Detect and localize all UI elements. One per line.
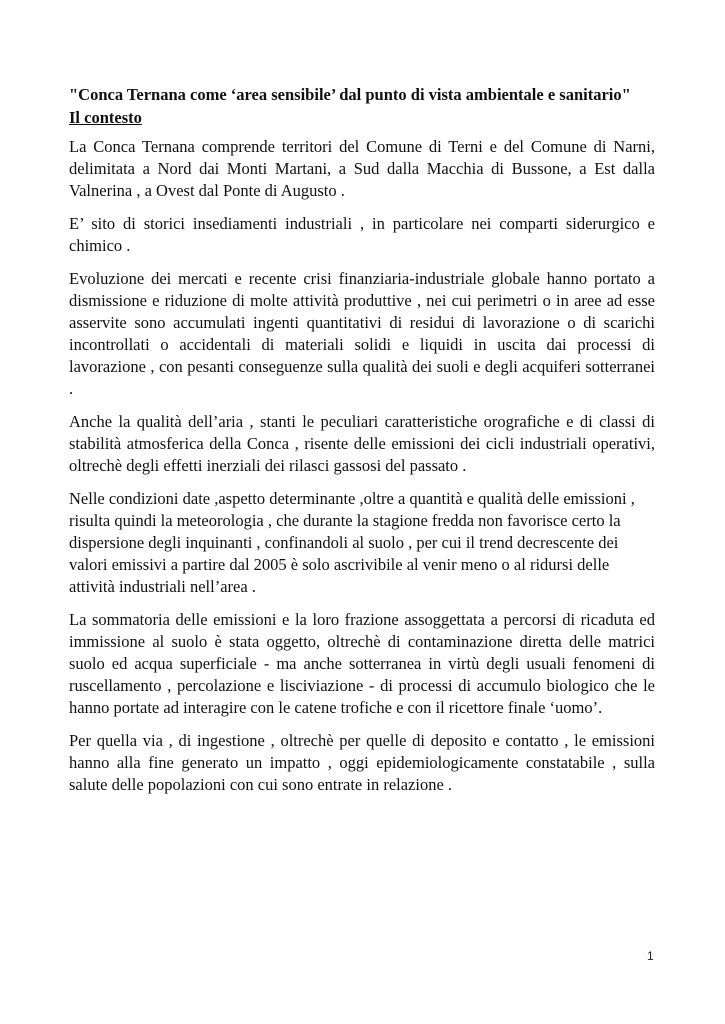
paragraph-market-evolution: Evoluzione dei mercati e recente crisi finanziaria-industriale globale hanno portato a dismissione e riduzione di molte attività produttive , nei cui perimetri o in aree ad esse asservite sono accumulati ingenti quantitativi di residui di lavorazione o di scarichi incontrollati o accidentali di materiali solidi e liquidi in uscita dai processi di lavorazione , con pesanti conseguenze sulla qualità dei suoli e degli acquiferi sotterranei . xyxy=(69,269,655,398)
paragraph-air-quality: Anche la qualità dell’aria , stanti le peculiari caratteristiche orografiche e di classi di stabilità atmosferica della Conca , risente delle emissioni dei cicli industriali operativi, oltrechè degli effetti inerziali dei rilasci gassosi del passato . xyxy=(69,412,655,475)
paragraph-emissions-sum: La sommatoria delle emissioni e la loro frazione assoggettata a percorsi di ricaduta ed immissione al suolo è stata oggetto, oltrechè di contaminazione diretta delle matrici suolo ed acqua superficiale - ma anche sotterranea in virtù degli usuali fenomeni di ruscellamento , percolazione e lisciviazione - di processi di accumulo biologico che le hanno portate ad interagire con le catene trofiche e con il ricettore finale ‘uomo’. xyxy=(69,610,655,717)
paragraph-territory: La Conca Ternana comprende territori del Comune di Terni e del Comune di Narni, delimitata a Nord dai Monti Martani, a Sud dalla Macchia di Bussone, a Est dalla Valnerina , a Ovest dal Ponte di Augusto . xyxy=(69,137,655,200)
paragraph-industrial-site: E’ sito di storici insediamenti industriali , in particolare nei comparti siderurgico e chimico . xyxy=(69,214,655,255)
paragraph-meteorology: Nelle condizioni date ,aspetto determinante ,oltre a quantità e qualità delle emissioni , risulta quindi la meteorologia , che durante la stagione fredda non favorisce certo la dispersione degli inquinanti , confinandoli al suolo , per cui il trend decrescente dei valori emissivi a partire dal 2005 è solo ascrivibile al venir meno o al ridursi delle attività industriali nell’area . xyxy=(69,489,635,596)
section-heading: Il contesto xyxy=(69,108,142,127)
document-page xyxy=(69,84,655,807)
document-title: "Conca Ternana come ‘area sensibile’ dal punto di vista ambientale e sanitario" xyxy=(69,85,631,104)
paragraph-health-impact: Per quella via , di ingestione , oltrechè per quelle di deposito e contatto , le emissioni hanno alla fine generato un impatto , oggi epidemiologicamente constatabile , sulla salute delle popolazioni con cui sono entrate in relazione . xyxy=(69,731,655,794)
page-number: 1 xyxy=(647,949,654,963)
